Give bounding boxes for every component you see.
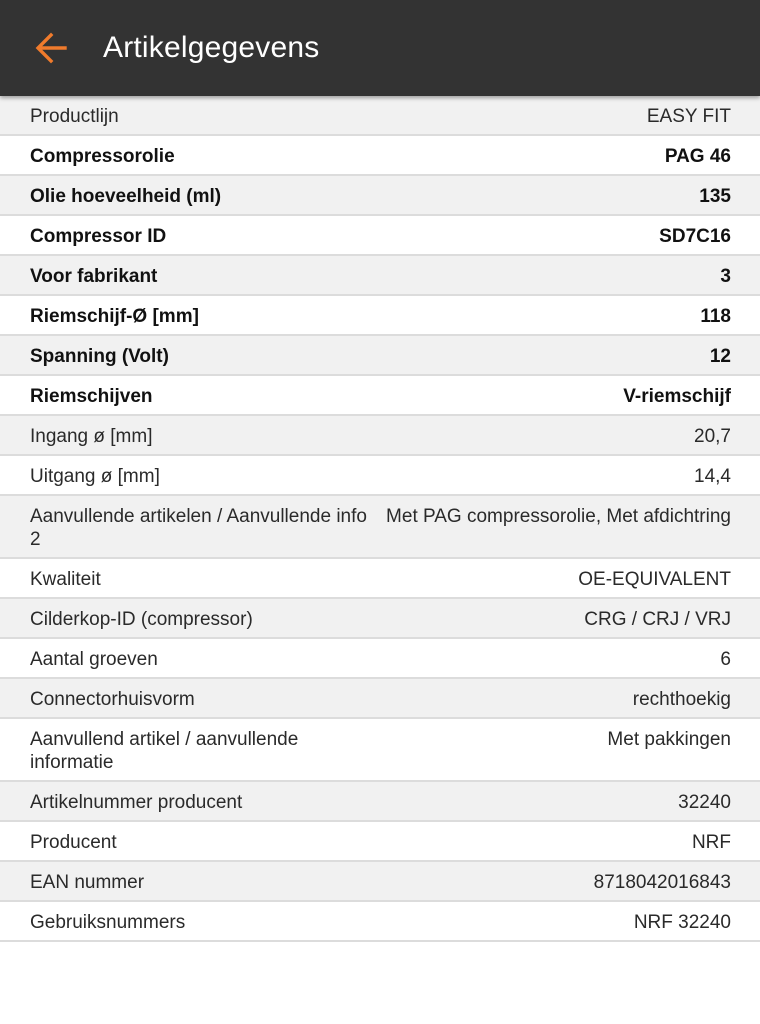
detail-row xyxy=(0,256,760,296)
detail-label: Connectorhuisvorm xyxy=(30,689,195,710)
back-button[interactable] xyxy=(26,23,76,73)
detail-label: Voor fabrikant xyxy=(30,266,158,287)
arrow-left-icon xyxy=(34,31,68,65)
detail-row xyxy=(0,782,760,822)
detail-row xyxy=(0,176,760,216)
detail-row xyxy=(0,599,760,639)
detail-row xyxy=(0,336,760,376)
detail-value: V-riemschijf xyxy=(623,386,731,407)
detail-row xyxy=(0,456,760,496)
detail-value: 6 xyxy=(720,649,731,670)
detail-row xyxy=(0,216,760,256)
details-list xyxy=(0,96,760,942)
detail-label: Riemschijf-Ø [mm] xyxy=(30,306,199,327)
detail-value: OE-EQUIVALENT xyxy=(578,569,731,590)
detail-label: Aanvullend artikel / aanvullende informatie xyxy=(30,729,299,773)
detail-row xyxy=(0,679,760,719)
detail-row xyxy=(0,376,760,416)
detail-value: 135 xyxy=(699,186,731,207)
detail-row xyxy=(0,822,760,862)
detail-row xyxy=(0,719,760,782)
detail-label: Aantal groeven xyxy=(30,649,158,670)
detail-value: EASY FIT xyxy=(646,106,731,127)
detail-value: CRG / CRJ / VRJ xyxy=(584,609,731,630)
detail-label: Olie hoeveelheid (ml) xyxy=(30,186,222,207)
detail-label: EAN nummer xyxy=(30,872,145,893)
detail-value: 118 xyxy=(700,306,731,327)
detail-value: 12 xyxy=(709,346,731,367)
detail-value: 20,7 xyxy=(694,426,731,447)
detail-label: Productlijn xyxy=(30,106,119,127)
detail-value: PAG 46 xyxy=(664,146,731,167)
detail-label: Kwaliteit xyxy=(30,569,101,590)
detail-label: Cilderkop-ID (compressor) xyxy=(30,609,253,630)
app-toolbar xyxy=(0,0,760,96)
detail-label: Producent xyxy=(30,832,117,853)
detail-value: rechthoekig xyxy=(632,689,731,710)
detail-value: 8718042016843 xyxy=(593,872,731,893)
detail-row xyxy=(0,96,760,136)
detail-value: 32240 xyxy=(678,792,731,813)
detail-label: Gebruiksnummers xyxy=(30,912,186,933)
detail-label: Compressor ID xyxy=(30,226,167,247)
detail-value: 14,4 xyxy=(694,466,731,487)
detail-label: Riemschijven xyxy=(30,386,153,407)
detail-value: NRF 32240 xyxy=(633,912,731,933)
detail-value: Met pakkingen xyxy=(607,729,731,750)
detail-row xyxy=(0,416,760,456)
detail-row xyxy=(0,496,760,559)
detail-value: NRF xyxy=(691,832,731,853)
detail-value: 3 xyxy=(720,266,731,287)
detail-label: Uitgang ø [mm] xyxy=(30,466,160,487)
detail-row xyxy=(0,639,760,679)
detail-row xyxy=(0,862,760,902)
detail-label: Artikelnummer producent xyxy=(30,792,243,813)
detail-row xyxy=(0,296,760,336)
detail-label: Ingang ø [mm] xyxy=(30,426,153,447)
detail-row xyxy=(0,902,760,942)
detail-label: Compressorolie xyxy=(30,146,175,167)
detail-value: SD7C16 xyxy=(659,226,731,247)
detail-label: Aanvullende artikelen / Aanvullende info 2 xyxy=(30,506,367,550)
detail-row xyxy=(0,136,760,176)
detail-row xyxy=(0,559,760,599)
detail-value: Met PAG compressorolie, Met afdichtring xyxy=(386,506,731,527)
detail-label: Spanning (Volt) xyxy=(30,346,169,367)
page-title: Artikelgegevens xyxy=(103,31,320,64)
